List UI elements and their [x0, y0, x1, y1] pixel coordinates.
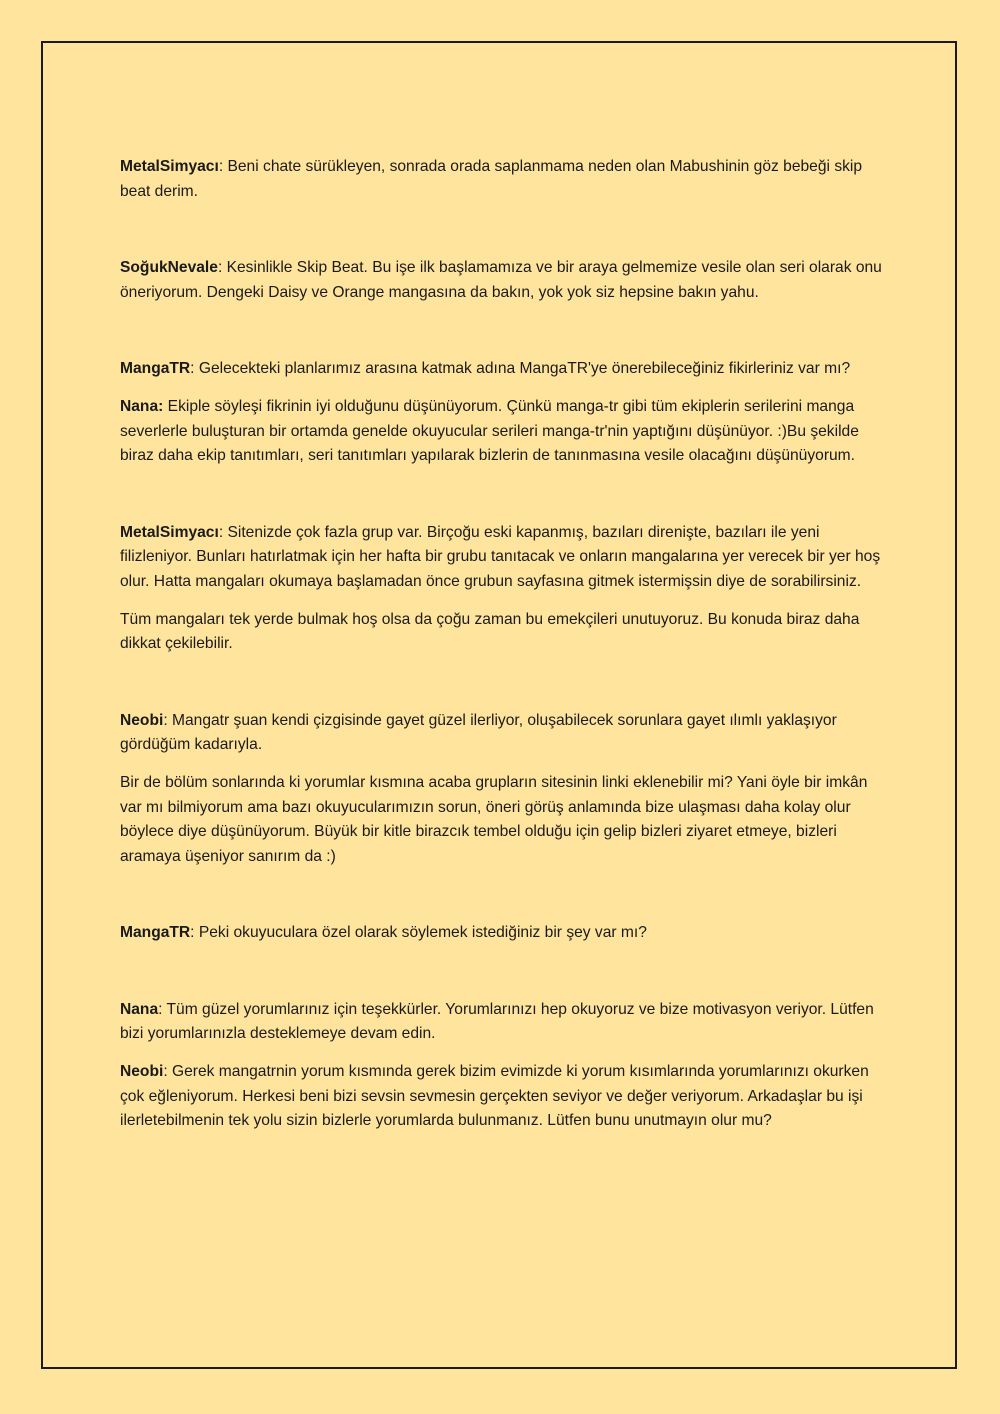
speaker-name: Neobi	[120, 711, 164, 729]
speaker-name: MangaTR	[120, 360, 191, 378]
paragraph-neobi-1: Neobi: Mangatr şuan kendi çizgisinde gayet güzel ilerliyor, oluşabilecek sorunlara gayet ılımlı yaklaşıyor gördüğüm kadarıyla.	[120, 711, 837, 754]
speaker-name: MetalSimyacı	[120, 523, 219, 541]
paragraph-soguknevale: SoğukNevale: Kesinlikle Skip Beat. Bu işe ilk başlamamıza ve bir araya gelmemize vesile olan seri olarak onu öneriyorum. Dengeki Daisy ve Orange mangasına da bakın, yok yok siz hepsine bakın yahu.	[120, 259, 882, 301]
paragraph-neobi-3: Neobi: Gerek mangatrnin yorum kısmında gerek bizim evimizde ki yorum kısımlarında yorumlarınızı okurken çok eğleniyorum. Herkesi beni bizi sevsin sevmesin gerçekten seviyor ve değer veriyorum. Arkadaşlar bu işi ilerletebilmenin tek yolu sizin bizlerle yorumlarda bulunmanız. Lütfen bunu unutmayın olur mu?	[120, 1063, 869, 1130]
paragraph-text: Kesinlikle Skip Beat. Bu işe ilk başlamamıza ve bir araya gelmemize vesile olan seri olarak onu öneriyorum. Dengeki Daisy ve Orange mangasına da bakın, yok yok siz hepsine bakın yahu.	[120, 259, 882, 301]
paragraph-text: Tüm güzel yorumlarınız için teşekkürler. Yorumlarınızı hep okuyoruz ve bize motivasyon veriyor. Lütfen bizi yorumlarınızla desteklemeye devam edin.	[120, 1000, 874, 1043]
paragraph-metalsimyaci-2: MetalSimyacı: Sitenizde çok fazla grup var. Birçoğu eski kapanmış, bazıları direnişte, bazıları ile yeni filizleniyor. Bunları hatırlatmak için her hafta bir grubu tanıtacak ve onların mangalarına yer verecek bir yer hoş olur. Hatta mangaları okumaya başlamadan önce grubun sayfasına gitmek istermişsin diye de sorabilirsiniz.	[120, 523, 881, 590]
speaker-name: Nana:	[120, 397, 164, 415]
paragraph-text: Beni chate sürükleyen, sonrada orada saplanmama neden olan Mabushinin göz bebeği skip beat derim.	[120, 158, 863, 200]
speaker-name: Nana	[120, 1000, 159, 1018]
paragraph-mangatr-question-2: MangaTR: Peki okuyuculara özel olarak söylemek istediğiniz bir şey var mı?	[120, 924, 647, 942]
speaker-name: Neobi	[120, 1063, 164, 1081]
paragraph-mangatr-question-1: MangaTR: Gelecekteki planlarımız arasına katmak adına MangaTR'ye önerebileceğiniz fikirleriniz var mı?	[120, 360, 851, 378]
paragraph-nana-1	[120, 395, 890, 469]
paragraph-text: Gelecekteki planlarımız arasına katmak adına MangaTR'ye önerebileceğiniz fikirleriniz var mı?	[198, 360, 851, 378]
paragraph-text: Peki okuyuculara özel olarak söylemek istediğiniz bir şey var mı?	[198, 924, 647, 942]
speaker-name: MangaTR	[120, 924, 191, 942]
speaker-name: MetalSimyacı	[120, 158, 219, 175]
paragraph-text: Tüm mangaları tek yerde bulmak hoş olsa da çoğu zaman bu emekçileri unutuyoruz. Bu konuda biraz daha dikkat çekilebilir.	[120, 610, 860, 653]
paragraph-text: Gerek mangatrnin yorum kısmında gerek bizim evimizde ki yorum kısımlarında yorumlarınızı okurken çok eğleniyorum. Herkesi beni bizi sevsin sevmesin gerçekten seviyor ve değer veriyorum. Arkadaşlar bu işi ilerletebilmenin tek yolu sizin bizlerle yorumlarda bulunmanız. Lütfen bunu unutmayın olur mu?	[120, 1063, 869, 1130]
paragraph-metalsimyaci-1: MetalSimyacı: Beni chate sürükleyen, sonrada orada saplanmama neden olan Mabushinin göz bebeği skip beat derim.	[120, 158, 863, 200]
interview-text	[120, 155, 890, 1134]
speaker-name: SoğukNevale	[120, 259, 218, 277]
paragraph-text: Bir de bölüm sonlarında ki yorumlar kısmına acaba grupların sitesinin linki eklenebilir mi? Yani öyle bir imkân var mı bilmiyorum ama bazı okuyucularımızın sorun, öneri görüş anlamında bize ulaşması daha kolay olur böylece diye düşünüyorum. Büyük bir kitle birazcık tembel olduğu için gelip bizleri ziyaret etmeye, bizleri aramaya üşeniyor sanırım da :)	[120, 773, 868, 865]
paragraph-nana-2: Nana: Tüm güzel yorumlarınız için teşekkürler. Yorumlarınızı hep okuyoruz ve bize motivasyon veriyor. Lütfen bizi yorumlarınızla desteklemeye devam edin.	[120, 1000, 874, 1043]
paragraph-text: Mangatr şuan kendi çizgisinde gayet güzel ilerliyor, oluşabilecek sorunlara gayet ılımlı yaklaşıyor gördüğüm kadarıyla.	[120, 711, 837, 754]
paragraph-text: Ekiple söyleşi fikrinin iyi olduğunu düşünüyorum. Çünkü manga-tr gibi tüm ekiplerin serilerini manga severlerle buluşturan bir ortamda genelde okuyucular serileri manga-tr'nin yaptığını düşünüyor. :)Bu şekilde biraz daha ekip tanıtımları, seri tanıtımları yapılarak bizlerin de tanınmasına vesile olacağını düşünüyorum.	[120, 397, 859, 465]
paragraph-neobi-2	[120, 771, 890, 869]
paragraph-text: Sitenizde çok fazla grup var. Birçoğu eski kapanmış, bazıları direnişte, bazıları ile yeni filizleniyor. Bunları hatırlatmak için her hafta bir grubu tanıtacak ve onların mangalarına yer verecek bir yer hoş olur. Hatta mangaları okumaya başlamadan önce grubun sayfasına gitmek istermişsin diye de sorabilirsiniz.	[120, 523, 881, 590]
paragraph-metalsimyaci-3	[120, 608, 890, 657]
